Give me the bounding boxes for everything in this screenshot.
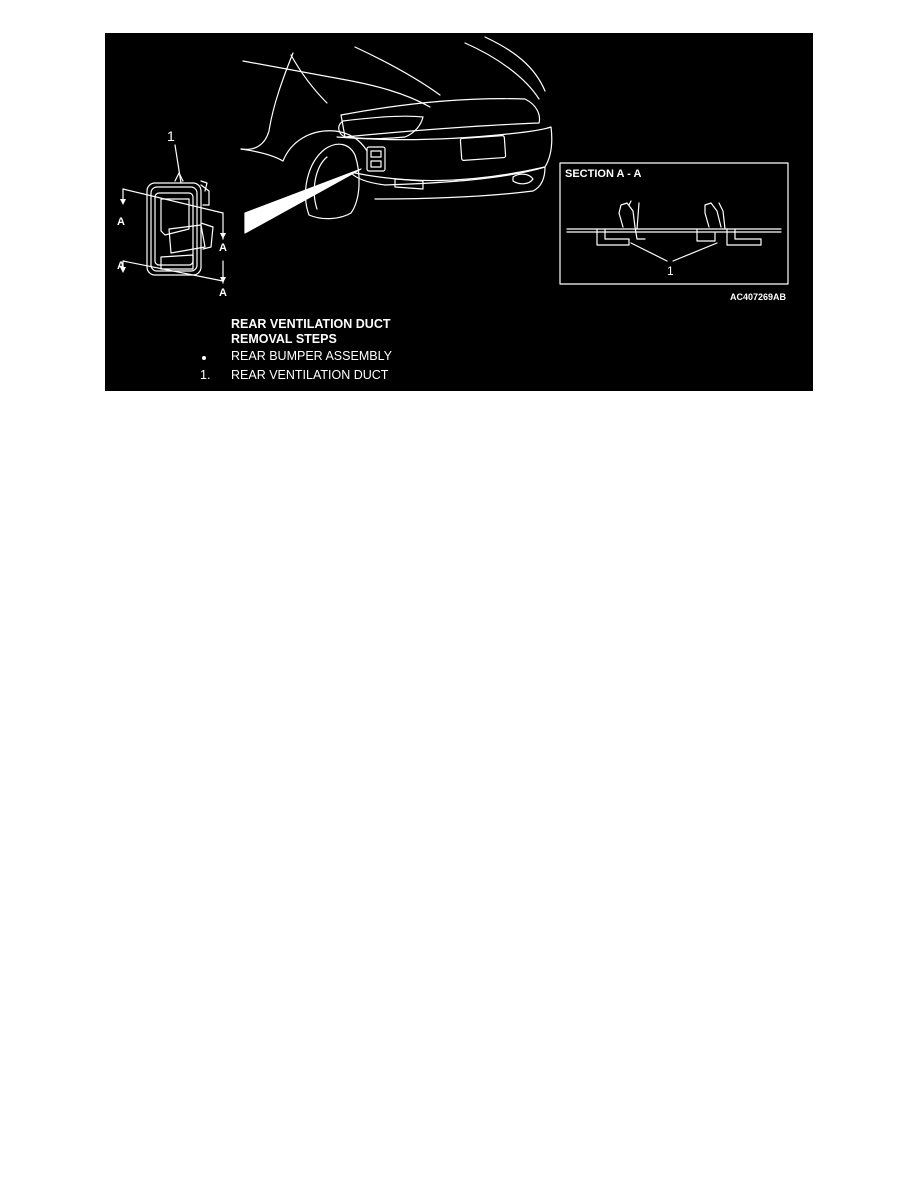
- section-marker-bottom-left: A: [117, 260, 125, 272]
- section-view-title: SECTION A - A: [565, 168, 642, 180]
- step-2-label: REAR VENTILATION DUCT: [231, 368, 389, 382]
- car-roof-line: [243, 61, 430, 107]
- step-2-number: 1.: [200, 368, 211, 382]
- body-side-lower: [241, 149, 283, 161]
- illustration-linework: [105, 33, 813, 391]
- section-view-callout: 1: [667, 264, 674, 278]
- section-callout-leader-right: [673, 243, 717, 261]
- figure-code: AC407269AB: [730, 292, 787, 302]
- leader-wedge: [245, 169, 361, 233]
- section-marker-bottom-right: A: [219, 287, 227, 299]
- procedure-heading-line2: REMOVAL STEPS: [231, 332, 337, 346]
- car-tail-light: [339, 116, 423, 138]
- license-plate: [460, 135, 505, 160]
- section-view-drawing: [567, 201, 781, 261]
- part-callout-number: 1: [167, 128, 175, 144]
- callout-leader-1: [175, 145, 181, 183]
- step-1-label: REAR BUMPER ASSEMBLY: [231, 349, 392, 363]
- step-bullet-icon: [202, 356, 206, 360]
- wheel-arch: [283, 131, 367, 161]
- car-trunk-edge: [465, 43, 539, 99]
- section-callout-leader-left: [631, 243, 667, 261]
- service-illustration: [105, 33, 813, 391]
- section-marker-top-left: A: [117, 216, 125, 228]
- car-rear-window: [291, 47, 440, 103]
- section-view-frame: [560, 163, 788, 284]
- car-quarter-pillar: [241, 53, 293, 149]
- car-rear-body: [337, 127, 552, 185]
- procedure-heading-line1: REAR VENTILATION DUCT: [231, 317, 391, 331]
- section-marker-top-right: A: [219, 242, 227, 254]
- vent-duct-drawing: [147, 145, 213, 275]
- car-trunk-line: [485, 37, 545, 91]
- exhaust-tip: [513, 174, 533, 184]
